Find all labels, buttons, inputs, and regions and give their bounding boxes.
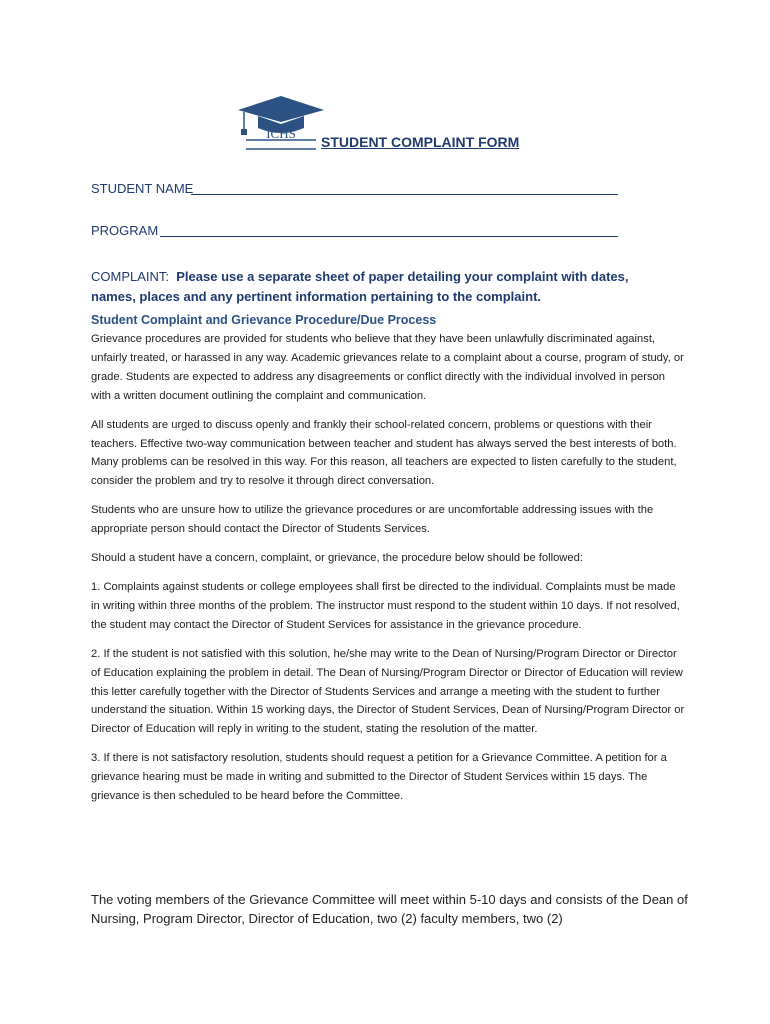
- student-name-label: STUDENT NAME: [91, 181, 194, 196]
- paragraph: 2. If the student is not satisfied with this solution, he/she may write to the Dean of Nursing/Program Director or Director of Education explaining the problem in detail. The Dean of Nursing/Program Director or Director of Education will review this letter carefully together with the Director of Students Services and arrange a meeting with the student to further understand the situation. Within 15 working days, the Director of Student Services, Dean of Nursing/Program Director or Director of Education will reply in writing to the student, stating the resolution of the matter.: [91, 647, 685, 736]
- logo-text: ICHS: [266, 126, 296, 141]
- graduation-cap-icon: [236, 94, 326, 154]
- program-field[interactable]: [91, 223, 158, 238]
- paragraph: 1. Complaints against students or college employees shall first be directed to the individual. Complaints must be made in writing within three months of the problem. The instructor must respond to the student within 10 days. If not resolved, the student may contact the Director of Student Services for assistance in the grievance procedure.: [91, 580, 680, 631]
- section-heading: Student Complaint and Grievance Procedure/Due Process: [91, 313, 437, 327]
- paragraph: Grievance procedures are provided for students who believe that they have been unlawfully discriminated against, unfairly treated, or harassed in any way. Academic grievances relate to a complaint about a course, program of study, or grade. Students are expected to address any disagreements or conflict directly with the individual involved in person with a written document outlining the complaint and communication.: [91, 333, 684, 402]
- paragraph: 3. If there is not satisfactory resolution, students should request a petition for a Grievance Committee. A petition for a grievance hearing must be made in writing and submitted to the Director of Student Services within 15 days. The grievance is then scheduled to be heard before the Committee.: [91, 752, 667, 803]
- procedure-body: [91, 330, 687, 816]
- paragraph: All students are urged to discuss openly and frankly their school-related concern, problems or questions with their teachers. Effective two-way communication between teacher and student has always served the best interests of both. Many problems can be resolved in this way. For this reason, all teachers are expected to listen carefully to the student, consider the problem and try to resolve it through direct conversation.: [91, 418, 677, 488]
- paragraph: Should a student have a concern, complaint, or grievance, the procedure below should be followed:: [91, 552, 583, 565]
- program-label: PROGRAM: [91, 223, 159, 238]
- form-title: STUDENT COMPLAINT FORM: [321, 134, 520, 150]
- complaint-instruction: [91, 267, 661, 307]
- complaint-instruction-text: Please use a separate sheet of paper detailing your complaint with dates, names, places and any pertinent information pertaining to the complaint.: [91, 269, 629, 304]
- paragraph: Students who are unsure how to utilize the grievance procedures or are uncomfortable addressing issues with the appropriate person should contact the Director of Students Services.: [91, 504, 654, 536]
- complaint-label: COMPLAINT:: [91, 269, 170, 284]
- school-logo: [236, 94, 326, 154]
- final-paragraph: The voting members of the Grievance Committee will meet within 5-10 days and consists of the Dean of Nursing, Program Director, Director of Education, two (2) faculty members, two (2): [91, 892, 688, 926]
- student-name-field[interactable]: [91, 181, 193, 196]
- student-name-underline[interactable]: [191, 194, 618, 195]
- program-underline[interactable]: [160, 236, 618, 237]
